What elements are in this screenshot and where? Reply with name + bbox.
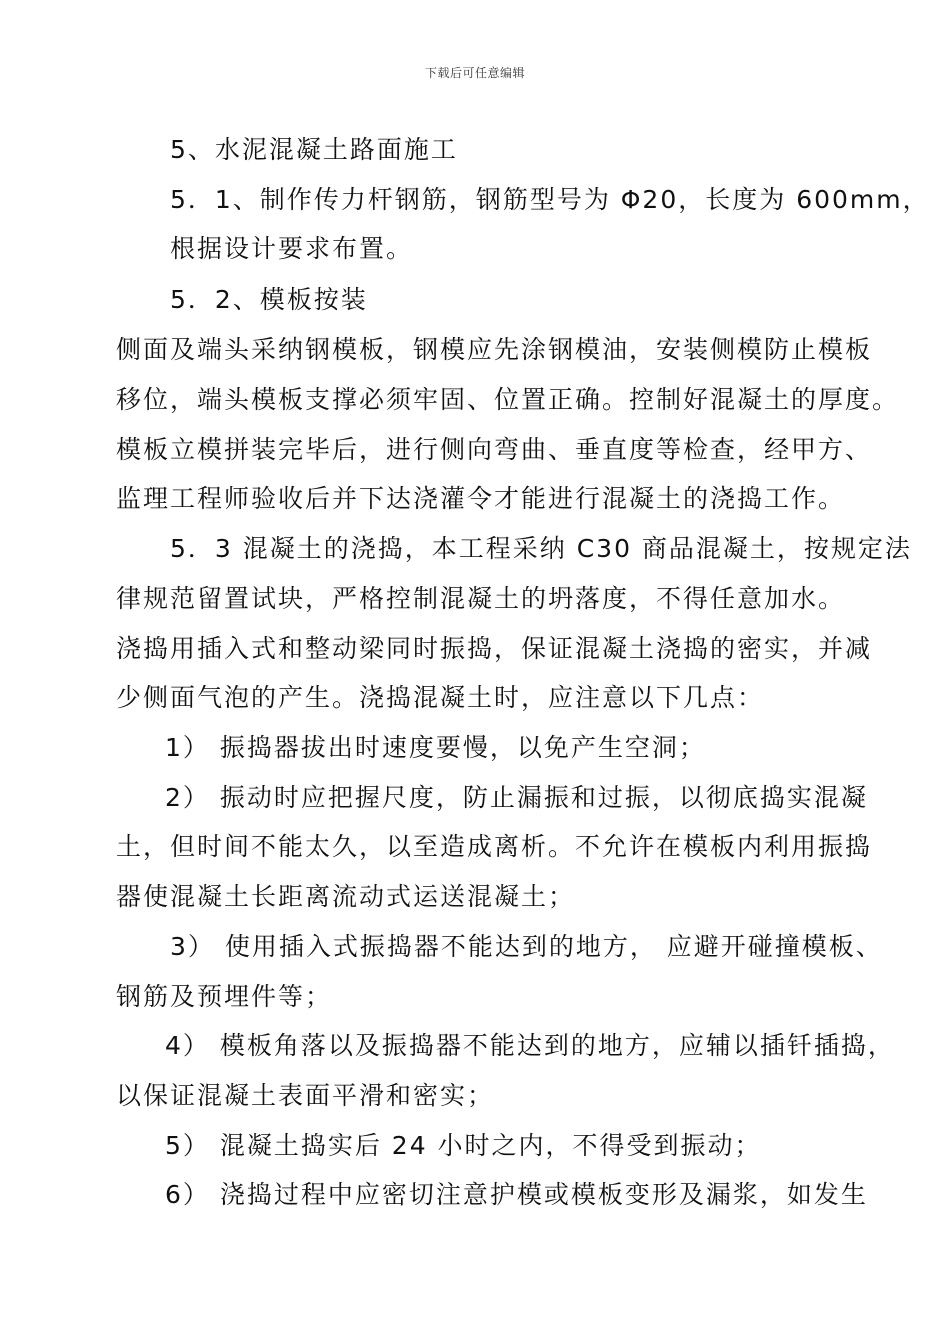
paragraph-line: 土，但时间不能太久，以至造成离析。不允许在模板内利用振捣 (116, 832, 873, 861)
paragraph-line: 模板立模拼装完毕后，进行侧向弯曲、垂直度等检查，经甲方、 (116, 435, 873, 464)
list-item: 4） 模板角落以及振捣器不能达到的地方，应辅以插钎插捣， (165, 1031, 895, 1060)
paragraph-line: 钢筋及预埋件等； (116, 982, 333, 1011)
paragraph-line: 以保证混凝土表面平滑和密实； (116, 1081, 495, 1110)
paragraph-line: 侧面及端头采纳钢模板，钢模应先涂钢模油，安装侧模防止模板 (116, 335, 873, 364)
paragraph-line: 监理工程师验收后并下达浇灌令才能进行混凝土的浇捣工作。 (116, 484, 846, 513)
list-item: 3） 使用插入式振捣器不能达到的地方， 应避开碰撞模板、 (170, 932, 883, 961)
list-item: 5） 混凝土捣实后 24 小时之内，不得受到振动； (165, 1131, 762, 1160)
list-item: 6） 浇捣过程中应密切注意护模或模板变形及漏浆，如发生 (165, 1180, 868, 1209)
subsection-heading: 5．2、模板按装 (170, 285, 368, 314)
paragraph-line: 移位，端头模板支撑必须牢固、位置正确。控制好混凝土的厚度。 (116, 385, 900, 414)
paragraph-line: 浇捣用插入式和整动梁同时振捣，保证混凝土浇捣的密实，并减 (116, 634, 873, 663)
paragraph-line: 律规范留置试块，严格控制混凝土的坍落度，不得任意加水。 (116, 584, 846, 613)
paragraph-line: 根据设计要求布置。 (170, 234, 414, 263)
paragraph-line: 少侧面气泡的产生。浇捣混凝土时，应注意以下几点： (116, 683, 765, 712)
list-item: 1） 振捣器拔出时速度要慢，以免产生空洞； (165, 733, 706, 762)
paragraph-line: 5．1、制作传力杆钢筋，钢筋型号为 Φ20，长度为 600mm， (170, 185, 930, 214)
paragraph-line: 5．3 混凝土的浇捣，本工程采纳 C30 商品混凝土，按规定法 (170, 534, 912, 563)
header-note: 下载后可任意编辑 (424, 66, 525, 80)
list-item: 2） 振动时应把握尺度，防止漏振和过振，以彻底捣实混凝 (165, 783, 868, 812)
paragraph-line: 器使混凝土长距离流动式运送混凝土； (116, 882, 576, 911)
section-heading: 5、水泥混凝土路面施工 (170, 135, 458, 164)
